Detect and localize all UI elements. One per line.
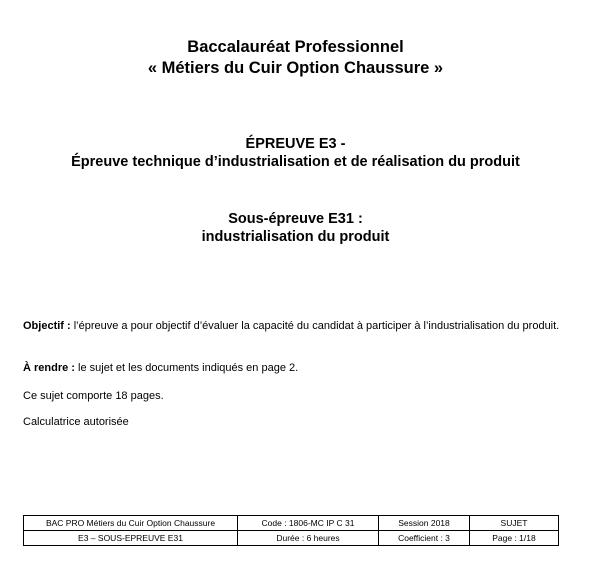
epreuve-heading xyxy=(0,135,591,171)
footer-cell-program: BAC PRO Métiers du Cuir Option Chaussure xyxy=(24,516,238,531)
footer-cell-epreuve: E3 – SOUS-EPREUVE E31 xyxy=(24,531,238,546)
document-title xyxy=(0,37,591,79)
objectif-text: l’épreuve a pour objectif d’évaluer la capacité du candidat à participer à l’industrialisation du produit. xyxy=(70,320,560,332)
footer-cell-duration: Durée : 6 heures xyxy=(238,531,379,546)
a-rendre-text: le sujet et les documents indiqués en page 2. xyxy=(74,362,299,374)
epreuve-line-2: Épreuve technique d’industrialisation et de réalisation du produit xyxy=(71,154,520,170)
footer-row-2 xyxy=(24,531,559,546)
page-count-paragraph: Ce sujet comporte 18 pages. xyxy=(23,390,164,402)
footer-cell-code: Code : 1806-MC IP C 31 xyxy=(238,516,379,531)
footer-cell-coefficient: Coefficient : 3 xyxy=(379,531,470,546)
footer-cell-page: Page : 1/18 xyxy=(470,531,559,546)
footer-row-1 xyxy=(24,516,559,531)
objectif-label: Objectif : xyxy=(23,320,71,332)
title-line-2: « Métiers du Cuir Option Chaussure » xyxy=(147,59,444,77)
sous-epreuve-line-1: Sous-épreuve E31 : xyxy=(228,211,363,227)
footer-table xyxy=(23,515,559,546)
title-line-1: Baccalauréat Professionnel xyxy=(187,38,404,56)
objectif-paragraph xyxy=(23,320,568,333)
calculator-paragraph: Calculatrice autorisée xyxy=(23,416,129,428)
epreuve-line-1: ÉPREUVE E3 - xyxy=(245,136,346,152)
footer-cell-type: SUJET xyxy=(470,516,559,531)
sous-epreuve-line-2: industrialisation du produit xyxy=(201,229,390,245)
a-rendre-label: À rendre : xyxy=(23,362,75,374)
footer-cell-session: Session 2018 xyxy=(379,516,470,531)
sous-epreuve-heading xyxy=(0,210,591,246)
a-rendre-paragraph xyxy=(23,362,568,375)
